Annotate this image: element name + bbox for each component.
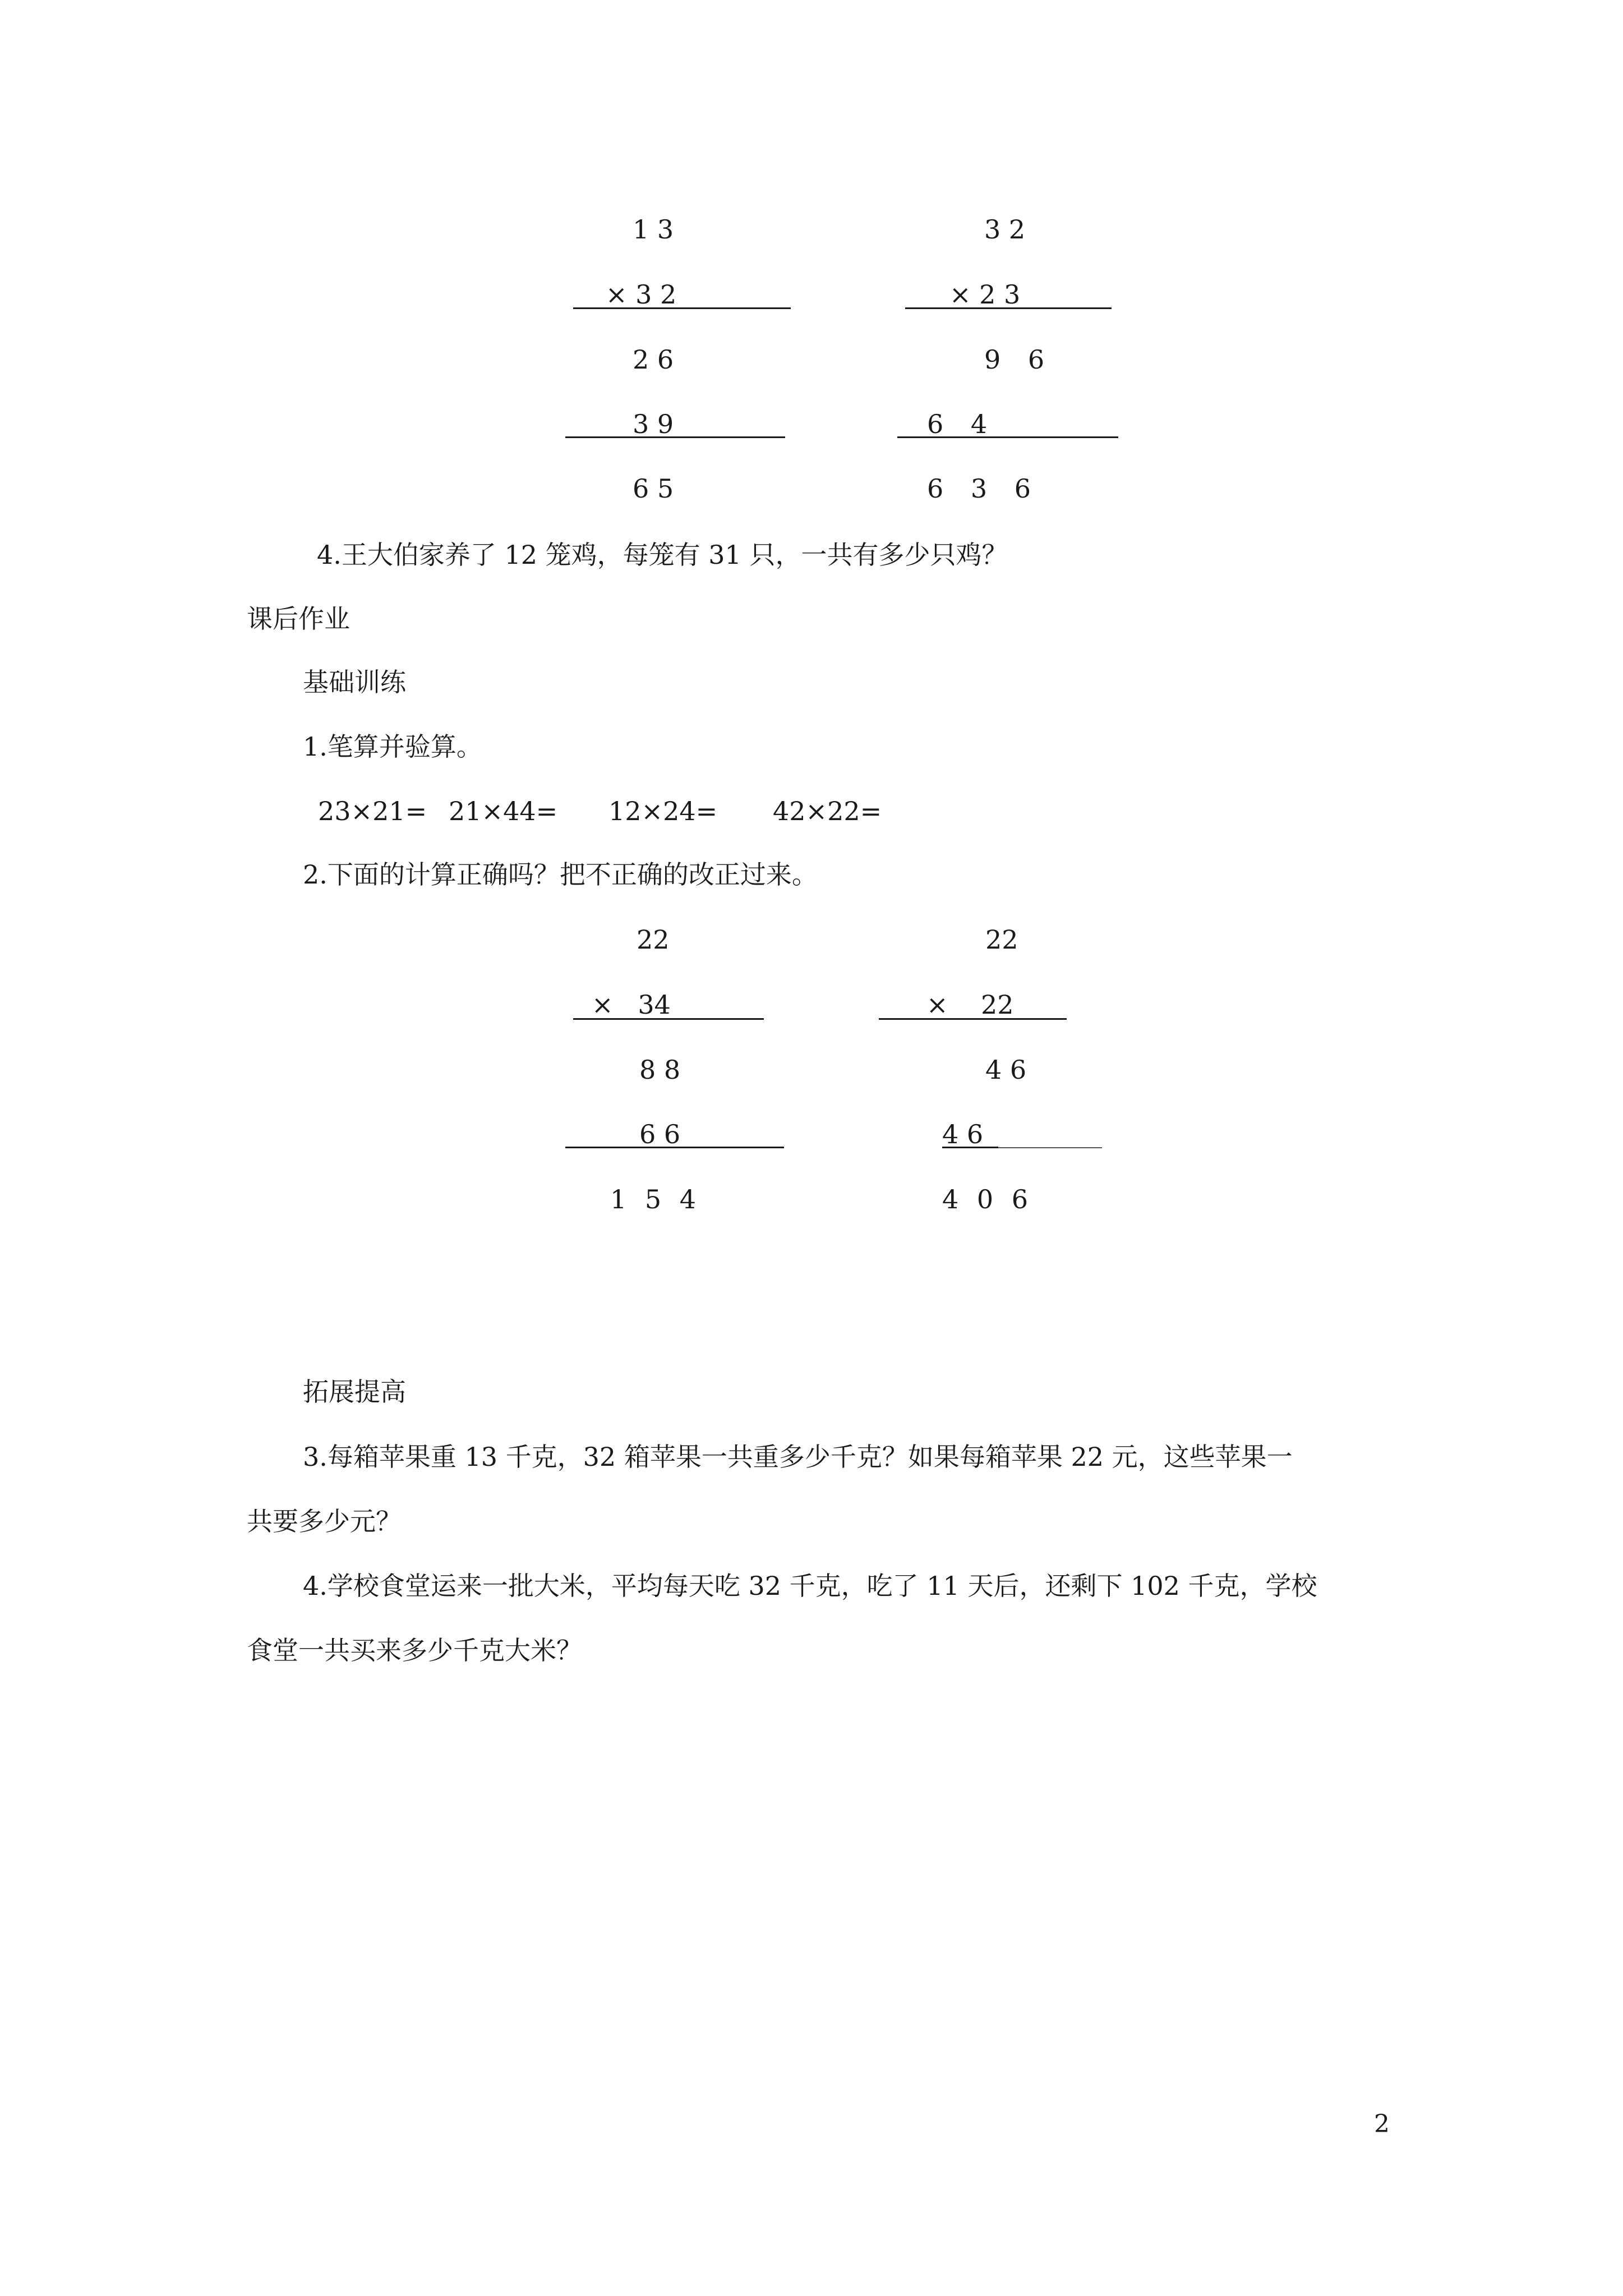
calc-rule	[942, 1147, 998, 1148]
page-number: 2	[1374, 2110, 1390, 2138]
calc-rule	[905, 307, 1112, 309]
calc-result: 1 5 4	[610, 1184, 697, 1214]
calc-rule	[897, 436, 1118, 438]
calc-partial: 2 6	[633, 344, 674, 375]
section-title-homework: 课后作业	[247, 604, 350, 634]
expression: 12×24=	[608, 796, 718, 826]
calc-partial: 6 6	[639, 1119, 681, 1149]
calc-result: 6 3 6	[927, 473, 1031, 504]
calc-multiplicand: 22	[985, 924, 1018, 955]
question-4-a: 4.王大伯家养了 12 笼鸡，每笼有 31 只，一共有多少只鸡？	[317, 540, 1008, 570]
expression: 21×44=	[449, 796, 558, 826]
calc-partial: 6 4	[927, 409, 988, 439]
calc-partial: 9 6	[984, 344, 1045, 375]
calc-partial: 3 9	[633, 409, 674, 439]
calc-partial: 4 6	[942, 1119, 984, 1149]
question-1: 1.笔算并验算。	[303, 731, 482, 762]
calc-rule	[879, 1018, 1067, 1020]
question-4-line-1: 4.学校食堂运来一批大米，平均每天吃 32 千克，吃了 11 天后，还剩下 102 千克，学校	[303, 1571, 1317, 1601]
expression: 23×21=	[318, 796, 427, 826]
calc-result: 6 5	[633, 473, 674, 504]
calc-rule	[565, 436, 785, 438]
calc-multiplier: × 34	[592, 990, 671, 1020]
subsection-title-extend: 拓展提高	[303, 1377, 406, 1407]
subsection-title-basic: 基础训练	[303, 667, 406, 697]
calc-result: 4 0 6	[942, 1184, 1029, 1214]
calc-multiplier: × 2 3	[949, 279, 1021, 310]
calc-multiplicand: 3 2	[984, 214, 1026, 245]
question-3-line-2: 共要多少元？	[247, 1506, 402, 1536]
expression: 42×22=	[773, 796, 882, 826]
calc-partial: 4 6	[985, 1055, 1027, 1085]
calc-rule	[573, 307, 791, 309]
calc-multiplier: × 22	[926, 990, 1014, 1020]
calc-multiplier: × 3 2	[606, 279, 677, 310]
calc-rule	[998, 1147, 1102, 1148]
question-4-line-2: 食堂一共买来多少千克大米？	[247, 1635, 582, 1665]
calc-partial: 8 8	[639, 1055, 681, 1085]
question-3-line-1: 3.每箱苹果重 13 千克，32 箱苹果一共重多少千克？如果每箱苹果 22 元，这些苹果一	[303, 1442, 1293, 1472]
calc-rule	[565, 1147, 784, 1148]
calc-multiplicand: 1 3	[633, 214, 674, 245]
calc-multiplicand: 22	[637, 924, 670, 955]
question-2: 2.下面的计算正确吗？把不正确的改正过来。	[303, 859, 818, 890]
calc-rule	[573, 1018, 764, 1020]
